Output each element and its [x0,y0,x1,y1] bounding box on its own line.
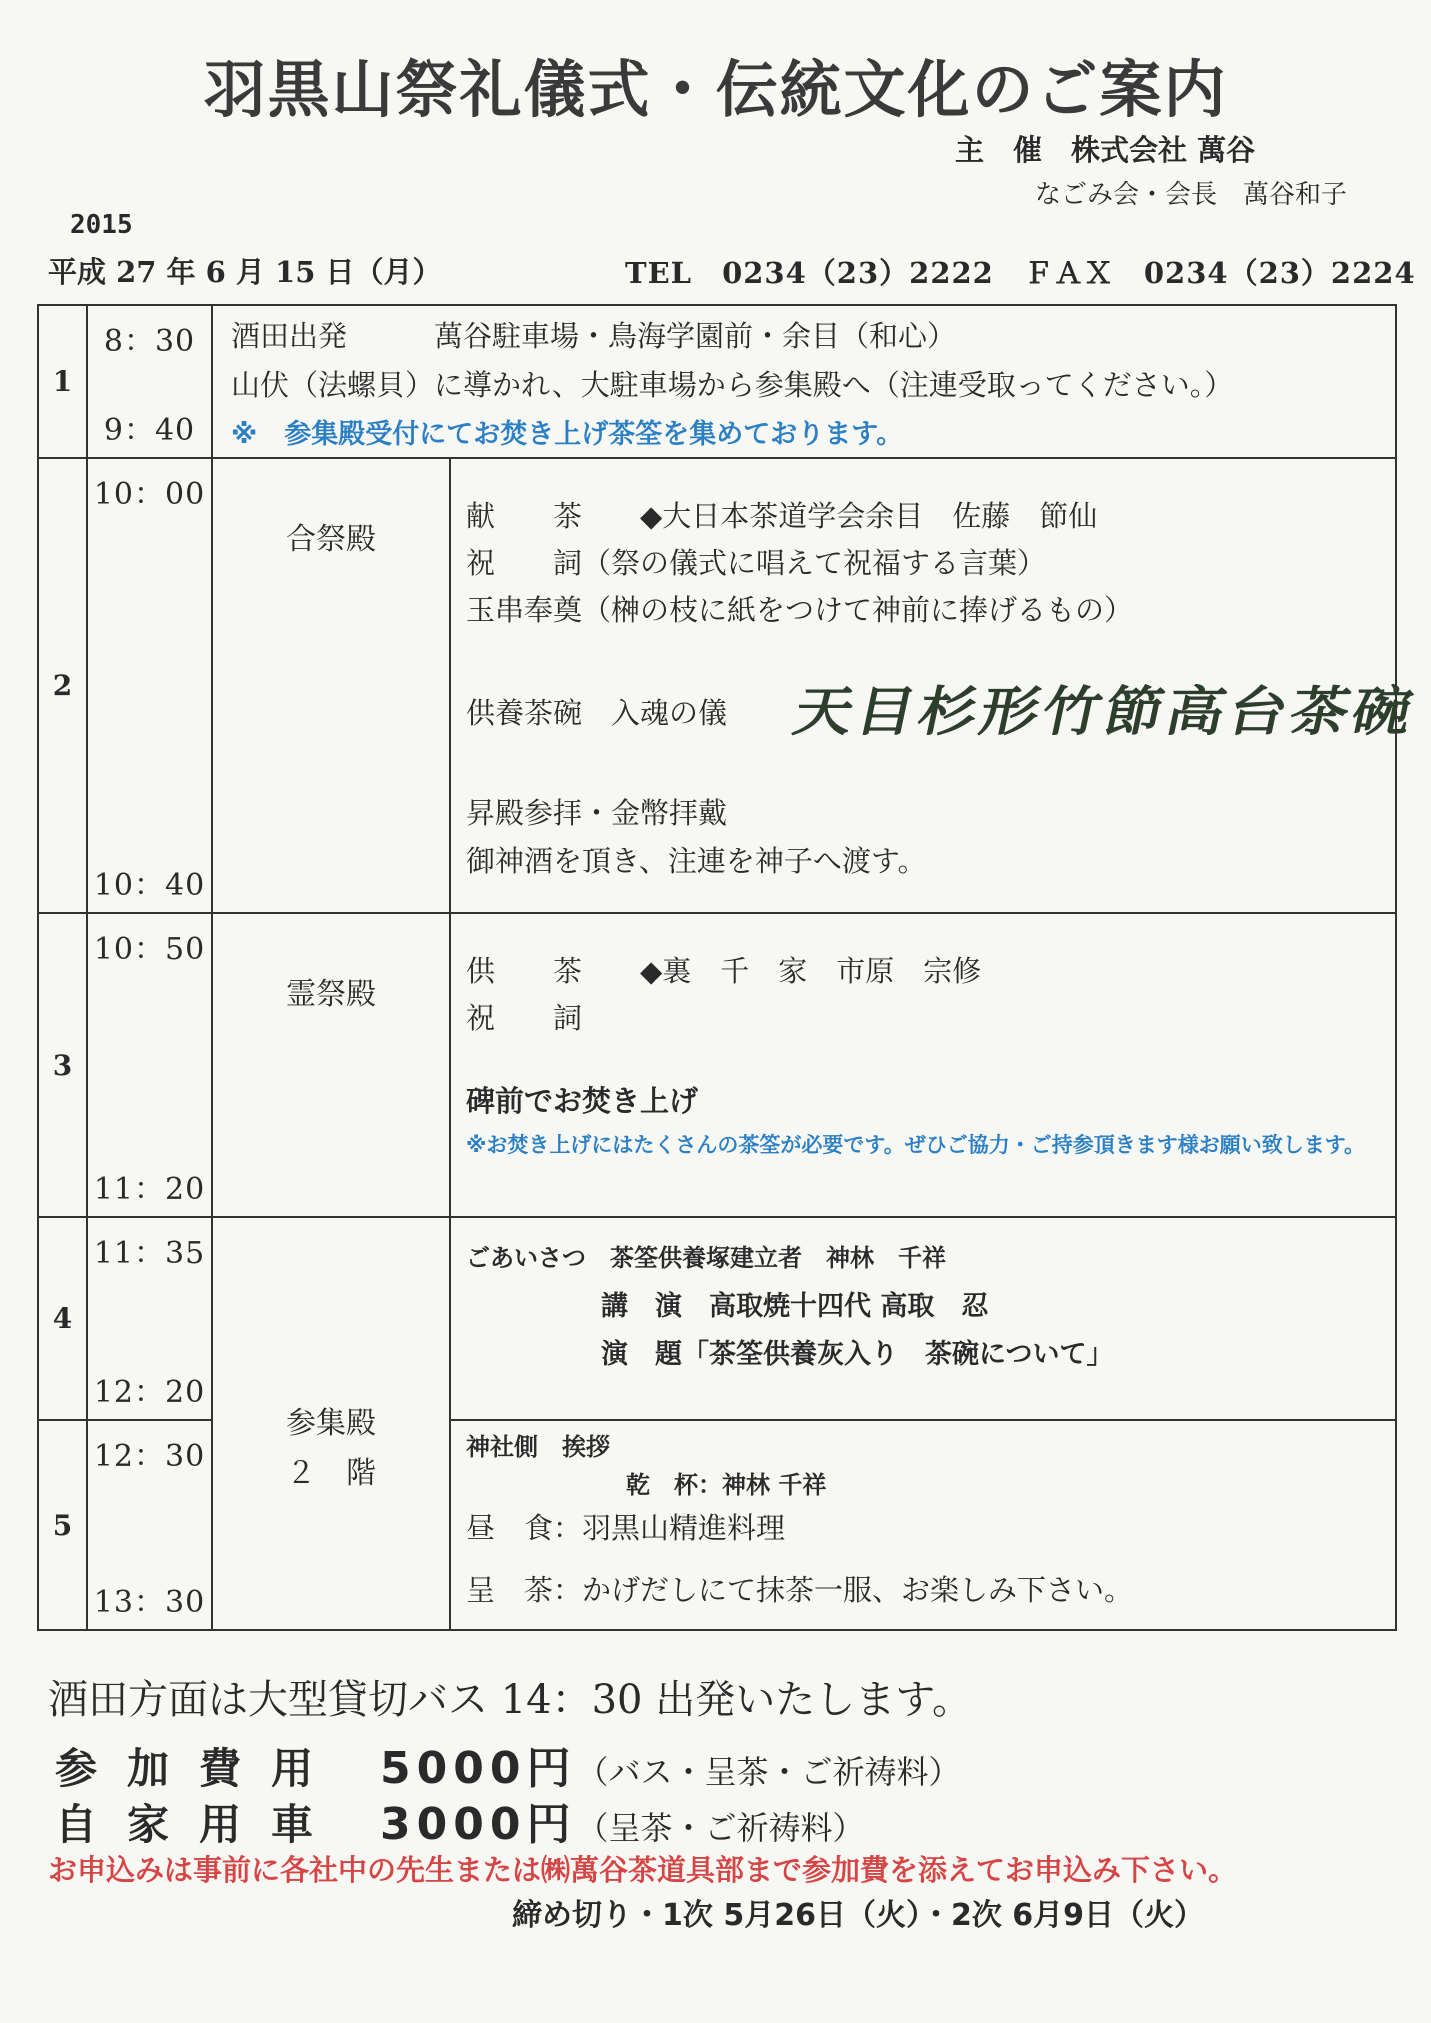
program-line: 供養茶碗 入魂の儀 [466,696,728,730]
program-line: 碑前でお焚き上げ [466,1084,699,1118]
program-cell [212,305,1396,458]
end-time: 10：40 [93,868,206,903]
program-line: 祝 詞 [466,1001,583,1035]
hall-name: 霊祭殿 [286,977,376,1012]
program-line: 御神酒を頂き、注連を神子へ渡す。 [466,844,927,878]
time-cell [87,913,212,1217]
program-line: 神社側 挨拶 [466,1433,610,1461]
time-cell [87,1217,212,1420]
fee-note: （呈茶・ご祈祷料） [576,1809,865,1847]
fee-value: 5000円 [380,1743,577,1794]
end-time: 13：30 [93,1585,206,1620]
program-note: ※ 参集殿受付にてお焚き上げ茶筌を集めております。 [231,419,904,450]
sub-organizer: なごみ会・会長 萬谷和子 [1035,180,1348,210]
program-line: 演 題「茶筌供養灰入り 茶碗について」 [601,1339,1114,1370]
program-cell [450,1217,1396,1420]
fee-car [55,1788,864,1852]
start-time: 12：30 [93,1439,206,1474]
end-time: 9：40 [103,413,196,448]
program-line: 昼 食：羽黒山精進料理 [466,1511,786,1545]
program-line: 酒田出発 萬谷駐車場・鳥海学園前・余目（和心） [231,319,957,353]
time-cell [87,1420,212,1630]
program-line: 玉串奉奠（榊の枝に紙をつけて神前に捧げるもの） [466,593,1134,627]
fee-label: 自家用車 [55,1800,344,1849]
end-time: 11：20 [93,1172,206,1207]
end-time: 12：20 [93,1375,206,1410]
start-time: 10：00 [93,477,206,512]
start-time: 11：35 [93,1236,206,1271]
row-number: 3 [38,913,87,1217]
hall-name: 参集殿 [286,1406,376,1441]
deadline: 締め切り・1次 5月26日（火）・2次 6月9日（火） [512,1898,1205,1933]
program-cell [450,458,1422,913]
schedule-row [38,305,1396,458]
program-line: 昇殿参拝・金幣拝戴 [466,796,728,830]
program-line: 講 演 高取焼十四代 高取 忍 [601,1291,989,1322]
program-line: 乾 杯：神林 千祥 [626,1471,827,1499]
row-number: 5 [38,1420,87,1630]
start-time: 10：50 [93,932,206,967]
application-notice: お申込みは事前に各社中の先生または㈱萬谷茶道具部まで参加費を添えてお申込み下さい。 [48,1853,1238,1887]
schedule-row [38,913,1396,1217]
hall-cell [212,913,450,1217]
program-cell [450,913,1396,1217]
schedule-row [38,458,1396,913]
start-time: 8：30 [103,324,196,359]
time-cell [87,458,212,913]
program-cell [450,1420,1396,1630]
hall-cell [212,458,450,913]
page-title: 羽黒山祭礼儀式・伝統文化のご案内 [203,53,1228,126]
program-line: 祝 詞（祭の儀式に唱えて祝福する言葉） [466,546,1047,580]
program-line: 呈 茶：かげだしにて抹茶一服、お楽しみ下さい。 [466,1573,1134,1607]
hall-name: 合祭殿 [286,522,376,557]
program-note: ※お焚き上げにはたくさんの茶筌が必要です。ぜひご協力・ご持参頂きます様お願い致します。 [466,1133,1366,1157]
organizer: 主 催 株式会社 萬谷 [955,133,1256,167]
program-line: 山伏（法螺貝）に導かれ、大駐車場から参集殿へ（注連受取ってください。） [231,368,1234,402]
fee-bus [55,1732,960,1796]
program-line: 供 茶 ◆裏 千 家 市原 宗修 [466,954,982,988]
program-line: 献 茶 ◆大日本茶道学会余目 佐藤 節仙 [466,499,1098,533]
schedule-row [38,1217,1396,1420]
time-cell [87,305,212,458]
row-number: 2 [38,458,87,913]
hall-floor: ２ 階 [286,1456,376,1491]
fee-value: 3000円 [380,1799,577,1850]
fee-note: （バス・呈茶・ご祈祷料） [576,1753,961,1791]
schedule-table [37,304,1422,1631]
program-line: ごあいさつ 茶筌供養塚建立者 神林 千祥 [466,1244,946,1272]
event-date: 平成 27 年 6 月 15 日（月） [48,255,442,289]
contact-info: TEL 0234（23）2222 ＦＡＸ 0234（23）2224 [625,256,1416,290]
hall-cell [212,1217,450,1630]
fee-label: 参加費用 [55,1744,344,1793]
row-number: 4 [38,1217,87,1420]
calligraphy-title: 天目杉形竹節高台茶碗 [788,680,1422,743]
event-year: 2015 [70,210,133,240]
bus-info: 酒田方面は大型貸切バス 14：30 出発いたします。 [48,1677,973,1723]
row-number: 1 [38,305,87,458]
